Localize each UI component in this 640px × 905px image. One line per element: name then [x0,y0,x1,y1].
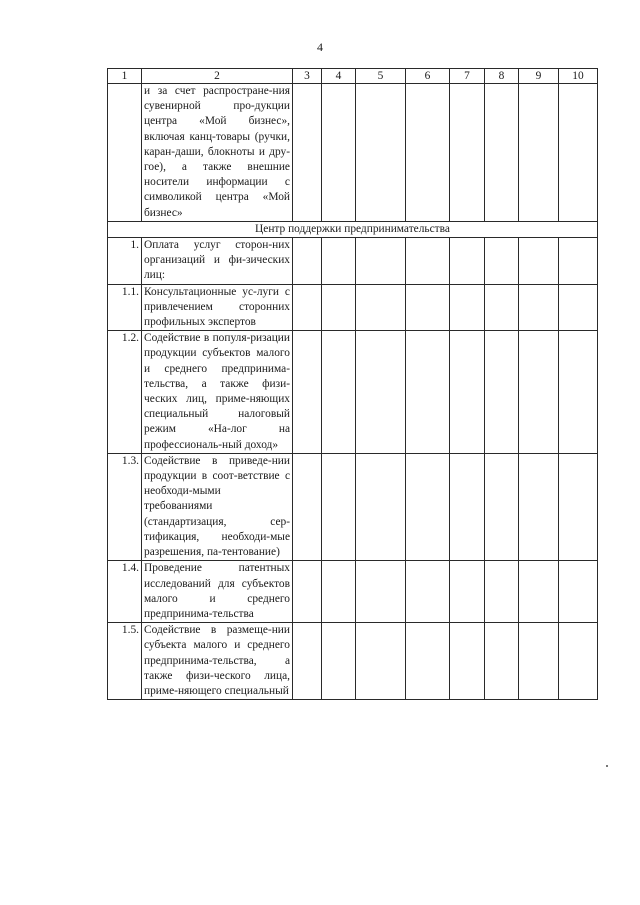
table-cell [406,238,450,285]
table-cell [322,284,356,331]
table-cell [519,331,559,454]
row-number [108,84,142,222]
table-cell [450,331,485,454]
column-header: 9 [519,69,559,84]
table-cell [406,623,450,700]
table-cell [485,284,519,331]
row-description: и за счет распростране-ния сувенирной про-дукции центра «Мой бизнес», включая канц-товары (ручки, каран-даши, блокноты и дру-гое), а также внешние носители информации с символикой центра «Мой бизнес» [142,84,293,222]
table-row [108,623,598,700]
table-cell [356,331,406,454]
table-cell [293,623,322,700]
table-cell [293,238,322,285]
table-cell [406,561,450,623]
column-header: 4 [322,69,356,84]
table-cell [293,561,322,623]
section-row [108,221,598,237]
table-cell [559,561,598,623]
table-cell [356,284,406,331]
column-header: 6 [406,69,450,84]
table-cell [485,561,519,623]
table-row [108,284,598,331]
table-cell [322,561,356,623]
page-number: 4 [317,40,323,54]
table-cell [485,623,519,700]
column-header: 10 [559,69,598,84]
table-cell [356,623,406,700]
column-header: 5 [356,69,406,84]
table-cell [450,453,485,560]
table-cell [356,561,406,623]
table-cell [322,623,356,700]
row-description: Содействие в популя-ризации продукции субъектов малого и среднего предпринима-тельства, а также физи-ческих лиц, приме-няющих специальный налоговый режим «На-лог на профессиональ-ный доход» [142,331,293,454]
table-row [108,331,598,454]
column-header: 1 [108,69,142,84]
column-header: 3 [293,69,322,84]
table-cell [293,84,322,222]
row-number: 1. [108,238,142,285]
table-cell [406,453,450,560]
table-cell [519,284,559,331]
table-cell [293,331,322,454]
column-header: 8 [485,69,519,84]
table-cell [293,284,322,331]
table-cell [406,331,450,454]
table-cell [559,331,598,454]
row-description: Консультационные ус-луги с привлечением сторонних профильных экспертов [142,284,293,331]
row-number: 1.2. [108,331,142,454]
column-header: 7 [450,69,485,84]
table-cell [519,561,559,623]
table-cell [450,561,485,623]
table-cell [450,284,485,331]
table-cell [559,623,598,700]
table-cell [356,238,406,285]
table-cell [450,623,485,700]
section-title: Центр поддержки предпринимательства [108,221,598,237]
column-header-row [108,69,598,84]
table-cell [519,238,559,285]
row-description: Проведение патентных исследований для субъектов малого и среднего предпринима-тельства [142,561,293,623]
table-cell [485,84,519,222]
table-cell [356,453,406,560]
column-header: 2 [142,69,293,84]
table-cell [485,331,519,454]
table-cell [485,238,519,285]
table-cell [356,84,406,222]
table-cell [450,84,485,222]
row-number: 1.4. [108,561,142,623]
row-description: Содействие в приведе-нии продукции в соот-ветствие с необходи-мыми требованиями (стандартизация, сер-тификация, необходи-мые разрешения, па-тентование) [142,453,293,560]
table-cell [450,238,485,285]
table-cell [519,84,559,222]
table-row [108,561,598,623]
table-cell [406,84,450,222]
table-cell [485,453,519,560]
data-table [107,68,598,700]
row-number: 1.3. [108,453,142,560]
table-cell [559,453,598,560]
table-cell [322,331,356,454]
table-cell [559,284,598,331]
table-row [108,84,598,222]
row-description: Содействие в размеще-нии субъекта малого и среднего предпринима-тельства, а также физи-ческого лица, приме-няющего специальный [142,623,293,700]
table-cell [406,284,450,331]
table-cell [519,623,559,700]
table-cell [322,84,356,222]
row-description: Оплата услуг сторон-них организаций и фи-зических лиц: [142,238,293,285]
table-cell [322,453,356,560]
table-cell [559,84,598,222]
table-cell [293,453,322,560]
scan-speck [606,765,608,767]
row-number: 1.5. [108,623,142,700]
table-row [108,453,598,560]
table-cell [519,453,559,560]
table-cell [322,238,356,285]
row-number: 1.1. [108,284,142,331]
table-cell [559,238,598,285]
table-row [108,238,598,285]
